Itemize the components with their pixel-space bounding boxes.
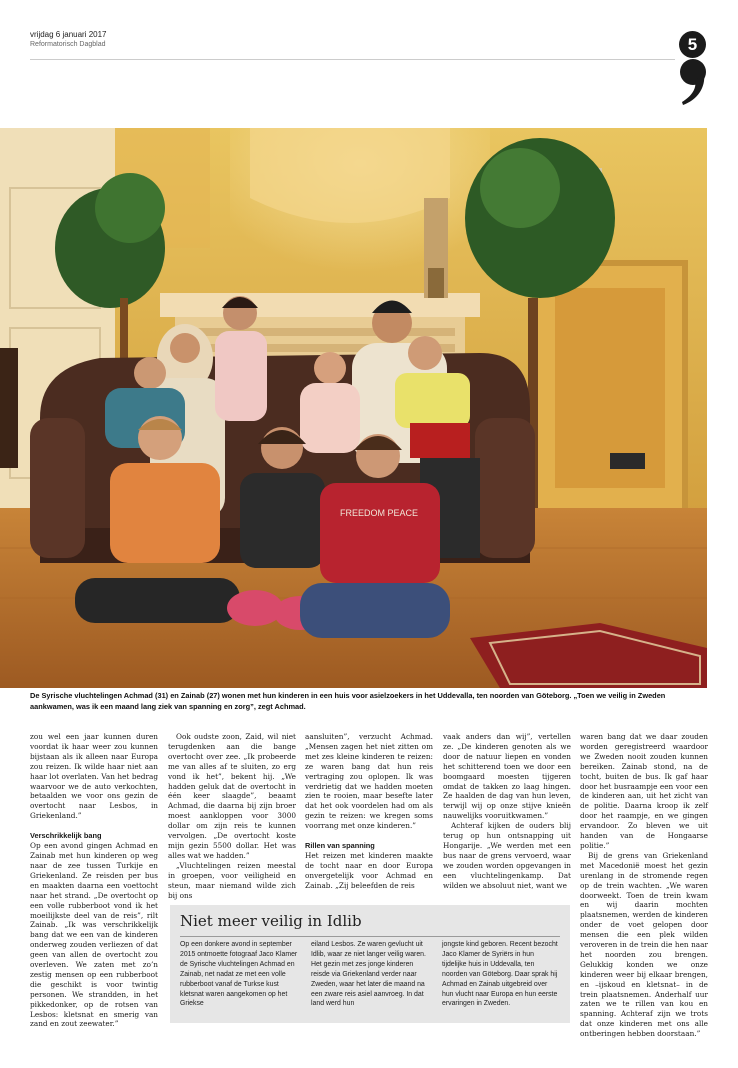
article-paragraph: Bij de grens van Griekenland met Macedonië moest het gezin urenlang in de stromende regen op de trein wachten. „We waren doorweekt. Toen de trein kwam en wij daarin mochten plaatsnemen, werden de kinderen onder de voet gelopen door mensen die een plek wilden veroveren in de trein die hen naar het noorden zou brengen. Gelukkig konden we onze kinderen weer bij elkaar brengen, en –ijskoud en kletsnat– in de trein plaatsnemen. Anderhalf uur zaten we te rillen van kou en spanning. Achteraf zijn we trots dat onze kinderen met ons alle ontberingen hebben doorstaan.” [580,850,708,1039]
article-paragraph: Het reizen met kinderen maakte de tocht naar en door Europa onvergetelijk voor Achmad en Zainab. „Zij beleefden de reis [305,851,433,890]
info-box-text: Op een donkere avond in september 2015 ontmoette fotograaf Jaco Klamer de Syrische vluchtelingen Achmad en Zainab, net nadat ze met een volle rubberboot vanaf de Turkse kust kletsnat waren aangekomen op het Griekse [180,941,298,1008]
article-paragraph: Achteraf kijken de ouders blij terug op hun ontsnapping uit Hongarije. „We werden met een bus naar de grens vervoerd, waar we zouden worden opgevangen in een vluchtelingenkamp. Dat wilden we absoluut niet, want we [443,821,571,890]
family-photo [0,128,707,688]
issue-date: vrijdag 6 januari 2017 [30,30,107,39]
newspaper-name: Reformatorisch Dagblad [30,41,106,48]
page-header [30,30,678,60]
article-column-1 [30,732,158,1029]
article-paragraph: „Vluchtelingen reizen meestal in groepen, voor veiligheid en steun, maar niemand wilde zich bij ons [168,860,296,900]
article-paragraph: aansluiten”, verzucht Achmad. „Mensen zagen het niet zitten om met zes kleine kinderen te reizen: ze waren bang dat hun reis vertraging zou oplopen. Ik was verdrietig dat we hadden moeten zien te rooien, maar besefte later dat het ook voordelen had om als gezin te reizen: we kregen soms voorrang met onze kinderen.” [305,732,433,831]
family-photo-illustration [0,128,707,688]
article-paragraph: vaak anders dan wij”, vertellen ze. „De kinderen genoten als we door de natuur liepen en vonden het schitterend toen we door een boomgaard moesten tijgeren omdat de takken zo laag hingen. Ze haalden de dag van hun leven, terwijl wij op onze stijve knieën nauwelijks vooruitkwamen.” [443,732,571,821]
comma-logo-icon [677,58,709,106]
article-column-4 [443,732,571,891]
subheading: Verschrikkelijk bang [30,831,102,841]
info-box-text: jongste kind geboren. Recent bezocht Jaco Klamer de Syriërs in hun tijdelijke huis in Uddevalla, ten noorden van Göteborg. Daar sprak hij Achmad en Zainab uitgebreid over hun vlucht naar Europa en hun eerste ervaringen in Zweden. [442,941,558,1008]
article-paragraph: zou wel een jaar kunnen duren voordat ik haar weer zou kunnen bijstaan als ik alleen naar Europa zou reizen. Ik wilde haar niet aan haar lot overlaten. Van het bedrag waarvoor we de auto verkochten, betaalden we voor ons gezin de overtocht naar Lesbos, in Griekenland.” [30,732,158,821]
header-divider [30,59,675,60]
photo-caption: De Syrische vluchtelingen Achmad (31) en Zainab (27) wonen met hun kinderen in een huis voor asielzoekers in het Uddevalla, ten noorden van Göteborg. „Toen we veilig in Zweden aankwamen, was ik een maand lang ziek van spanning en zorg”, zegt Achmad. [30,691,666,711]
article-column-3 [305,732,433,891]
info-box-title: Niet meer veilig in Idlib [180,912,362,930]
article-paragraph: Op een avond gingen Achmad en Zainab met hun kinderen op weg naar de zee tussen Turkije en Griekenland. Ze reisden per bus en maakten daarna een voettocht naar het strand. „De overtocht op een volle rubberboot vond ik het moeilijkste deel van de reis”, rilt Zainab. „Ik was verschrikkelijk bang dat we een van de kinderen onderweg zouden verliezen of dat geen van allen de overtocht zou overleven. We zaten met zo’n zestig mensen op een rubberboot die geschikt is voor twintig personen. We strandden, in het pikkedonker, op de rotsen van Lesbos: kletsnat en smerig van zand en zout zeewater.” [30,841,158,1029]
article-column-5 [580,732,708,1039]
page-number: 5 [679,31,706,58]
info-box [170,905,570,1023]
tshirt-print: FREEDOM PEACE [340,508,419,518]
article-paragraph: waren bang dat we daar zouden worden geregistreerd waardoor we Zweden nooit zouden kunnen bereiken. Zainab stond, na de tocht, buiten de bus. Ik gaf haar door het busraampje een voor een de kinderen aan, uit het zicht van de politie. Daarna kroop ik zelf door het raampje, en we gingen ervandoor. Zo bleven we uit handen van de Hongaarse politie.” [580,732,708,850]
subheading: Rillen van spanning [305,841,375,851]
info-box-text: eiland Lesbos. Ze waren gevlucht uit Idlib, waar ze niet langer veilig waren. Het gezin met zes jonge kinderen reisde via Griekenland verder naar Zweden, waar het later die maand na een zware reis asiel aanvroeg. In dat land werd hun [311,941,426,1008]
article-column-2 [168,732,296,900]
info-box-divider [180,936,560,937]
article-paragraph: Ook oudste zoon, Zaid, wil niet terugdenken aan die bange overtocht over zee. „Ik probeerde me van alles af te sluiten, zo erg vond ik het”, bekent hij. „We hadden geluk dat de overtocht in één keer slaagde”, beaamt Achmad, die daarna bij zijn broer moest aankloppen voor 3000 dollar om zijn reis te kunnen vervolgen. „De overtocht koste mijn gezin 5500 dollar. Het was alles wat we hadden.” [168,732,296,860]
